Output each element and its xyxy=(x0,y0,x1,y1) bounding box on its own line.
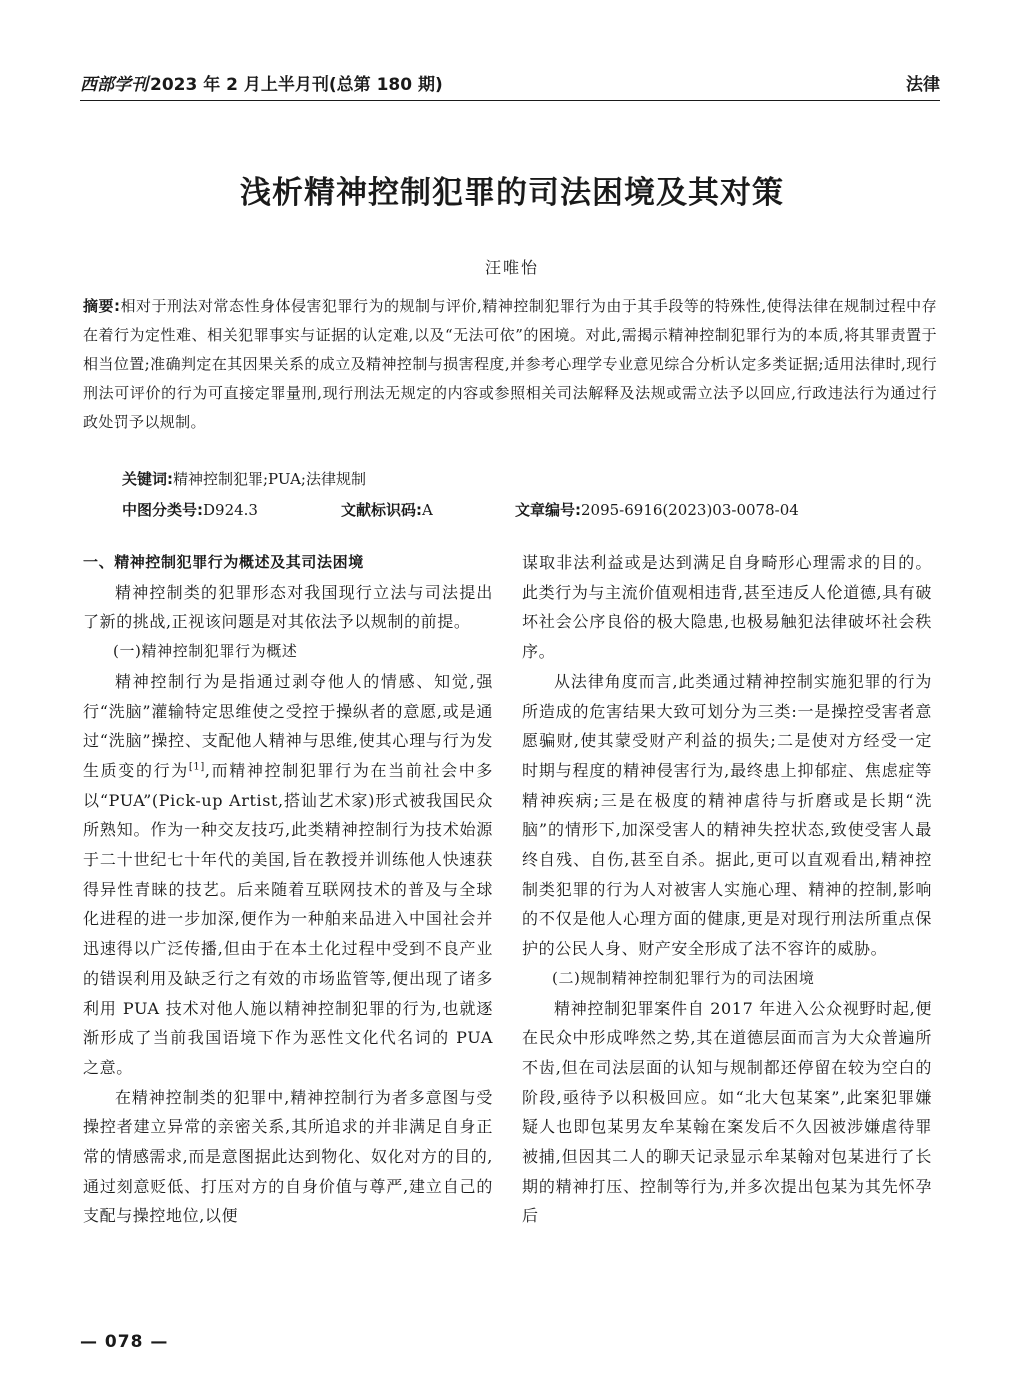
paragraph: 谋取非法利益或是达到满足自身畸形心理需求的目的。此类行为与主流价值观相违背,甚至违反人伦道德,具有破坏社会公序良俗的极大隐患,也极易触犯法律破坏社会秩序。 xyxy=(522,553,932,662)
article-number xyxy=(515,496,799,524)
paragraph: 从法律角度而言,此类通过精神控制实施犯罪的行为所造成的危害结果大致可划分为三类:一是操控受害者意愿骗财,使其蒙受财产利益的损失;二是使对方经受一定时期与程度的精神侵害行为,最终患上抑郁症、焦虑症等精神疾病;三是在极度的精神虐待与折磨或是长期“洗脑”的情形下,加深受害人的精神失控状态,致使受害人最终自残、自伤,甚至自杀。据此,更可以直观看出,精神控制类犯罪的行为人对被害人实施心理、精神的控制,影响的不仅是他人心理方面的健康,更是对现行刑法所重点保护的公民人身、财产安全形成了法不容许的威胁。 xyxy=(522,671,932,959)
paragraph xyxy=(83,667,493,1083)
clc-value: D924.3 xyxy=(203,501,258,519)
document-code xyxy=(341,496,433,524)
doc-code-value: A xyxy=(422,501,433,519)
article-number-label: 文章编号: xyxy=(515,501,581,519)
journal-issue-line xyxy=(80,72,443,98)
right-column xyxy=(522,548,932,1231)
clc-label: 中图分类号: xyxy=(122,501,203,519)
section-heading-1: 一、精神控制犯罪行为概述及其司法困境 xyxy=(83,553,364,571)
subsection-heading-1: (一)精神控制犯罪行为概述 xyxy=(113,642,298,661)
paragraph: 精神控制犯罪案件自 2017 年进入公众视野时起,便在民众中形成哗然之势,其在道德层面而言为大众普遍所不齿,但在司法层面的认知与规制都还停留在较为空白的阶段,亟待予以积极回应。如“北大包某案”,此案犯罪嫌疑人也即包某男友牟某翰在案发后不久因被涉嫌虐待罪被捕,但因其二人的聊天记录显示牟某翰对包某进行了长期的精神打压、控制等行为,并多次提出包某为其先怀孕后 xyxy=(522,998,932,1226)
paragraph: 精神控制类的犯罪形态对我国现行立法与司法提出了新的挑战,正视该问题是对其依法予以规制的前提。 xyxy=(83,582,493,632)
paragraph: 在精神控制类的犯罪中,精神控制行为者多意图与受操控者建立异常的亲密关系,其所追求的并非满足自身正常的情感需求,而是意图据此达到物化、奴化对方的目的,通过刻意贬低、打压对方的自身价值与尊严,建立自己的支配与操控地位,以便 xyxy=(83,1087,493,1226)
author-name: 汪唯怡 xyxy=(484,258,539,277)
issue-info: 2023 年 2 月上半月刊(总第 180 期) xyxy=(150,75,443,95)
paragraph-text: ,而精神控制犯罪行为在当前社会中多以“PUA”(Pick-up Artist,搭讪艺术家)形式被我国民众所熟知。作为一种交友技巧,此类精神控制行为技术始源于二十世纪七十年代的美国,旨在教授并训练他人快速获得异性青睐的技艺。后来随着互联网技术的普及与全球化进程的进一步加深,便作为一种舶来品进入中国社会并迅速得以广泛传播,但由于在本土化过程中受到不良产业的错误利用及缺乏行之有效的市场监管等,便出现了诸多利用 PUA 技术对他人施以精神控制犯罪的行为,也就逐渐形成了当前我国语境下作为恶性文化代名词的 PUA 之意。 xyxy=(83,760,493,1077)
page-number: — 078 — xyxy=(80,1332,169,1352)
running-header xyxy=(80,72,940,100)
abstract xyxy=(83,292,937,437)
keywords xyxy=(122,465,366,493)
header-rule xyxy=(80,100,940,101)
keywords-label: 关键词: xyxy=(122,470,173,488)
keywords-text: 精神控制犯罪;PUA;法律规制 xyxy=(173,470,366,488)
citation-ref: [1] xyxy=(188,761,205,773)
abstract-label: 摘要: xyxy=(83,297,121,315)
clc-number xyxy=(122,496,258,524)
left-column xyxy=(83,548,493,1231)
paragraph-text: 精神控制行为是指通过剥夺他人的情感、知觉,强行“洗脑”灌输特定思维使之受控于操纵者的意愿,或是通过“洗脑”操控、支配他人精神与思维,使其心理与行为发生质变的行为 xyxy=(83,671,493,780)
article-title: 浅析精神控制犯罪的司法困境及其对策 xyxy=(240,175,784,211)
abstract-text: 相对于刑法对常态性身体侵害犯罪行为的规制与评价,精神控制犯罪行为由于其手段等的特殊性,使得法律在规制过程中存在着行为定性难、相关犯罪事实与证据的认定难,以及“无法可依”的困境。对此,需揭示精神控制犯罪行为的本质,将其罪责置于相当位置;准确判定在其因果关系的成立及精神控制与损害程度,并参考心理学专业意见综合分析认定多类证据;适用法律时,现行刑法可评价的行为可直接定罪量刑,现行刑法无规定的内容或参照相关司法解释及法规或需立法予以回应,行政违法行为通过行政处罚予以规制。 xyxy=(83,297,937,431)
journal-logo: 西部学刊 xyxy=(80,75,148,95)
subsection-heading-2: (二)规制精神控制犯罪行为的司法困境 xyxy=(552,968,815,987)
section-name: 法律 xyxy=(906,75,940,95)
article-number-value: 2095-6916(2023)03-0078-04 xyxy=(581,501,799,519)
doc-code-label: 文献标识码: xyxy=(341,501,422,519)
